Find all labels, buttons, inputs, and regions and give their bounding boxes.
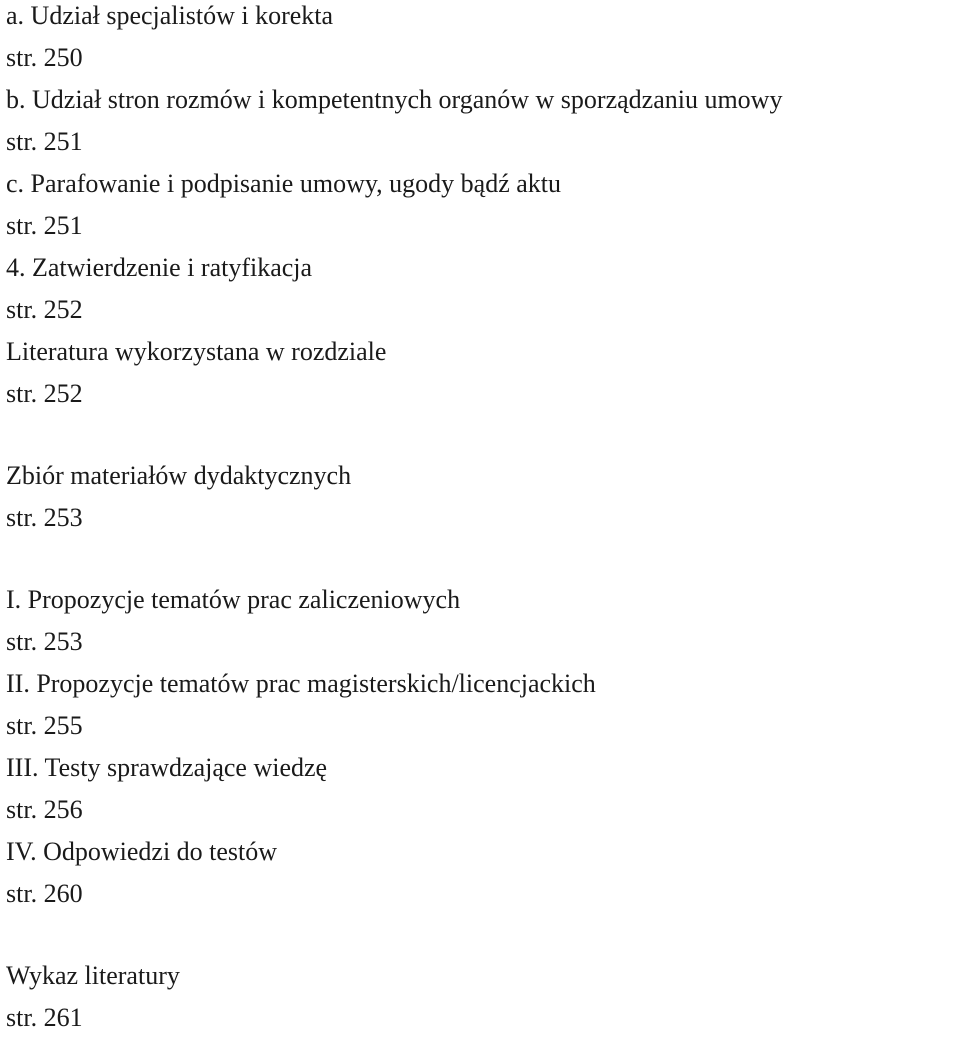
toc-entry-title: Zbiór materiałów dydaktycznych	[6, 461, 352, 490]
section-spacer	[6, 415, 956, 455]
toc-entry-page: str. 261	[6, 1003, 83, 1032]
toc-entry-page: str. 253	[6, 627, 83, 656]
toc-entry-title: I. Propozycje tematów prac zaliczeniowych	[6, 585, 461, 614]
toc-entry-title: III. Testy sprawdzające wiedzę	[6, 753, 328, 782]
toc-entry-title: Wykaz literatury	[6, 961, 180, 990]
table-of-contents	[6, 0, 956, 1039]
toc-entry-page: str. 251	[6, 127, 83, 156]
toc-entry-title: Literatura wykorzystana w rozdziale	[6, 337, 387, 366]
toc-entry-title: b. Udział stron rozmów i kompetentnych organów w sporządzaniu umowy	[6, 85, 783, 114]
toc-entry-page: str. 252	[6, 295, 83, 324]
toc-entry-title: 4. Zatwierdzenie i ratyfikacja	[6, 253, 313, 282]
toc-entry-title: II. Propozycje tematów prac magisterskich/licencjackich	[6, 669, 596, 698]
section-spacer	[6, 539, 956, 579]
toc-entry-page: str. 251	[6, 211, 83, 240]
toc-entry-page: str. 253	[6, 503, 83, 532]
toc-entry-title: c. Parafowanie i podpisanie umowy, ugody bądź aktu	[6, 169, 562, 198]
toc-entry-title: IV. Odpowiedzi do testów	[6, 837, 278, 866]
toc-entry-page: str. 252	[6, 379, 83, 408]
toc-entry-page: str. 250	[6, 43, 83, 72]
toc-entry-page: str. 256	[6, 795, 83, 824]
toc-entry-page: str. 255	[6, 711, 83, 740]
toc-entry-page: str. 260	[6, 879, 83, 908]
toc-entry-title: a. Udział specjalistów i korekta	[6, 1, 334, 30]
section-spacer	[6, 915, 956, 955]
